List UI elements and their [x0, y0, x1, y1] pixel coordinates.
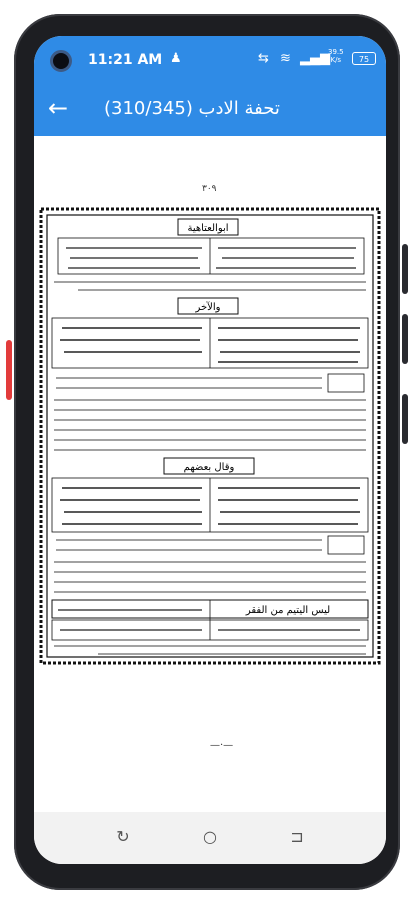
network-speed: 39.5 K/s: [328, 48, 344, 64]
section-1-verses: [66, 248, 356, 268]
page-footer-mark: —·—: [210, 740, 234, 751]
section-3-commentary: [54, 540, 366, 592]
tashreeh-label-box-2: [328, 536, 364, 554]
book-title: تحفة الادب (310/345): [104, 98, 280, 119]
page-viewer[interactable]: [34, 136, 386, 812]
inner-border: [47, 215, 373, 657]
outer-border: [41, 209, 379, 663]
status-time: 11:21 AM: [88, 52, 163, 68]
section-1-heading: ابوالعتاهية: [187, 223, 229, 234]
side-button-red: [6, 340, 12, 400]
section-2-heading: والآخر: [195, 302, 221, 313]
section-2-commentary: [54, 378, 366, 450]
recent-apps-icon[interactable]: ↻: [116, 827, 130, 846]
power-button: [402, 394, 408, 444]
section-4-notes: [54, 646, 366, 654]
volume-down-button: [402, 314, 408, 364]
home-circle-icon[interactable]: ○: [203, 827, 217, 846]
user-notification-icon: ♟: [170, 51, 182, 66]
back-arrow-icon[interactable]: ←: [48, 94, 69, 122]
scanned-page: [38, 206, 382, 666]
vibrate-icon: ⇆: [258, 51, 269, 66]
signal-icon: ▂▄▆: [300, 51, 330, 66]
volume-up-button: [402, 244, 408, 294]
section-1-notes: [54, 282, 366, 290]
wifi-icon: ≋: [280, 51, 291, 66]
navigation-bar: [34, 812, 386, 864]
app-bar: [34, 84, 386, 136]
section-3-heading: وقال بعضهم: [183, 462, 235, 473]
section-4-heading: ليس اليتيم من الفقر: [245, 605, 331, 616]
screen: [34, 36, 386, 864]
tashreeh-label-box: [328, 374, 364, 392]
battery-indicator: 75: [352, 52, 376, 65]
page-number: ۳۰۹: [202, 184, 217, 194]
status-bar: [34, 36, 386, 84]
front-camera: [50, 50, 72, 72]
back-nav-icon[interactable]: ⊐: [290, 827, 304, 846]
